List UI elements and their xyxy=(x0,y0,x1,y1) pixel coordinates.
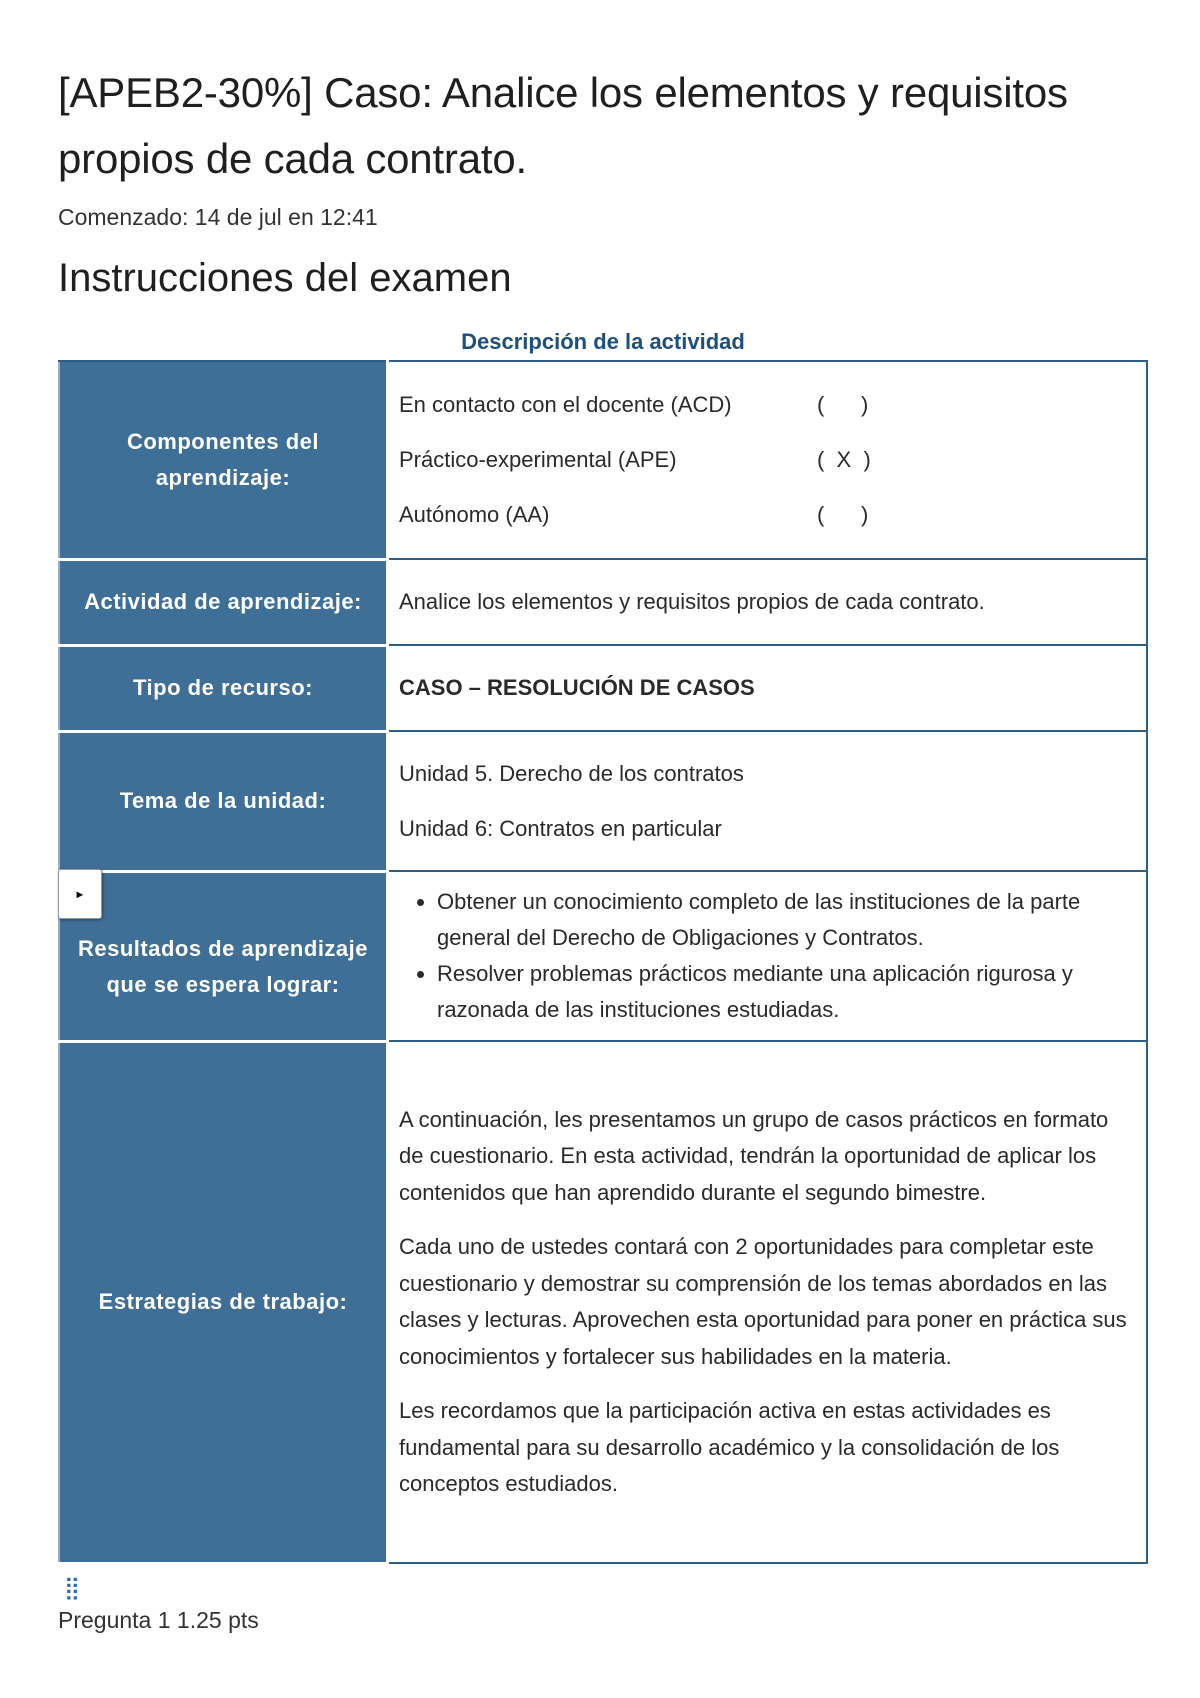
instructions-heading: Instrucciones del examen xyxy=(58,256,512,300)
components-value xyxy=(388,361,1148,559)
learning-results-label-line-2: que se espera lograr: xyxy=(106,972,340,997)
table-row-components xyxy=(59,361,1147,559)
resource-type-value: CASO – RESOLUCIÓN DE CASOS xyxy=(388,645,1148,731)
component-item xyxy=(399,488,1136,543)
quiz-page xyxy=(58,60,1148,1637)
strategy-paragraph: Cada uno de ustedes contará con 2 oportunidades para completar este cuestionario y demostrar su comprensión de los temas abordados en las clases y lecturas. Aprovechen esta oportunidad para poner en práctica sus conocimientos y fortalecer sus habilidades en la materia. xyxy=(399,1234,1127,1369)
strategies-label: Estrategias de trabajo: xyxy=(59,1041,388,1563)
learning-results-label-line-1: Resultados de aprendizaje xyxy=(77,936,369,961)
started-timestamp: Comenzado: 14 de jul en 12:41 xyxy=(58,204,378,230)
components-label-line-2: aprendizaje: xyxy=(155,464,291,490)
strategies-value xyxy=(388,1041,1148,1563)
components-label-line-1: Componentes del xyxy=(126,428,320,454)
play-triangle-icon: ▸ xyxy=(76,886,84,901)
component-item xyxy=(399,378,1136,433)
strategy-paragraph: Les recordamos que la participación activa en estas actividades es fundamental para su desarrollo académico y la consolidación de los conceptos estudiados. xyxy=(399,1398,1060,1496)
component-name: Práctico-experimental (APE) xyxy=(399,447,677,472)
component-mark: ( X ) xyxy=(817,447,871,472)
component-name: Autónomo (AA) xyxy=(399,502,550,527)
drag-handle-icon[interactable]: ⣿ xyxy=(64,1574,79,1600)
component-item xyxy=(399,433,1136,488)
learning-results-list xyxy=(399,884,1136,1028)
activity-description-table xyxy=(58,360,1148,1565)
activity-label: Actividad de aprendizaje: xyxy=(59,559,388,645)
unit-topic-item: Unidad 6: Contratos en particular xyxy=(399,816,722,841)
component-mark: ( ) xyxy=(817,392,869,417)
table-row-learning-results xyxy=(59,871,1147,1041)
table-row-unit-topic xyxy=(59,731,1147,871)
table-row-strategies xyxy=(59,1041,1147,1563)
table-row-resource-type xyxy=(59,645,1147,731)
table-row-activity xyxy=(59,559,1147,645)
components-label xyxy=(59,361,388,559)
learning-results-label xyxy=(59,871,388,1041)
unit-topic-item: Unidad 5. Derecho de los contratos xyxy=(399,761,744,786)
activity-value: Analice los elementos y requisitos propios de cada contrato. xyxy=(388,559,1148,645)
quiz-title xyxy=(58,60,1148,192)
quiz-title-line-2: propios de cada contrato. xyxy=(58,135,527,182)
component-mark: ( ) xyxy=(817,502,869,527)
learning-results-label-text xyxy=(60,909,386,1003)
resource-type-label: Tipo de recurso: xyxy=(59,645,388,731)
unit-topic-value xyxy=(388,731,1148,871)
quiz-title-line-1: [APEB2-30%] Caso: Analice los elementos y requisitos xyxy=(58,69,1068,116)
question-label: Pregunta 1 1.25 pts xyxy=(58,1606,259,1633)
unit-topic-label: Tema de la unidad: xyxy=(59,731,388,871)
learning-results-value xyxy=(388,871,1148,1041)
component-name: En contacto con el docente (ACD) xyxy=(399,392,732,417)
strategy-paragraph: A continuación, les presentamos un grupo de casos prácticos en formato de cuestionario. En esta actividad, tendrán la oportunidad de aplicar los contenidos que han aprendido durante el segundo bimestre. xyxy=(399,1106,1109,1205)
list-item: • Resolver problemas prácticos mediante una aplicación rigurosa y razonada de las instituciones estudiadas. xyxy=(437,956,1136,1028)
list-item: • Obtener un conocimiento completo de las instituciones de la parte general del Derecho de Obligaciones y Contratos. xyxy=(437,884,1136,956)
table-caption: Descripción de la actividad xyxy=(461,329,745,354)
expand-toggle-button[interactable] xyxy=(58,869,102,919)
